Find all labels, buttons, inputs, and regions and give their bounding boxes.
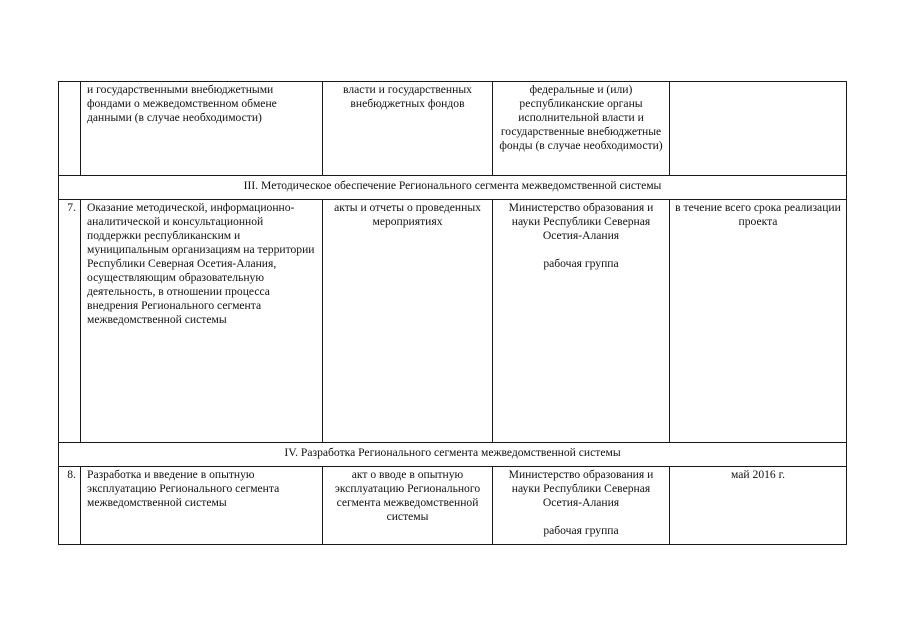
responsible-working-group: рабочая группа [543,524,619,537]
activity-cell: Разработка и введение в опытную эксплуатацию Регионального сегмента межведомственной системы [81,467,323,545]
document-cell: акты и отчеты о проведенных мероприятиях [323,200,493,443]
table-row-8 [59,467,847,545]
section-4-heading: IV. Разработка Регионального сегмента межведомственной системы [59,443,847,467]
table-row-7 [59,200,847,443]
section-3-heading: III. Методическое обеспечение Регионального сегмента межведомственной системы [59,176,847,200]
section-heading-row [59,443,847,467]
table-row-continuation [59,82,847,176]
section-heading-row [59,176,847,200]
deadline-cell: май 2016 г. [670,467,847,545]
row-number-cell: 7. [59,200,81,443]
responsible-working-group: рабочая группа [543,257,619,270]
activity-cell: и государственными внебюджетными фондами о межведомственном обмене данными (в случае необходимости) [81,82,323,176]
responsible-ministry: Министерство образования и науки Республики Северная Осетия-Алания [508,468,654,509]
deadline-cell [670,82,847,176]
responsible-ministry: Министерство образования и науки Республики Северная Осетия-Алания [508,201,654,242]
row-number-cell [59,82,81,176]
row-number-cell: 8. [59,467,81,545]
activity-cell: Оказание методической, информационно-аналитической и консультационной поддержки республиканским и муниципальным организациям на территории Республики Северная Осетия-Алания, осуществляющим образовательную деятельность, в отношении процесса внедрения Регионального сегмента межведомственной системы [81,200,323,443]
responsible-cell: федеральные и (или) республиканские органы исполнительной власти и государственные внебюджетные фонды (в случае необходимости) [493,82,670,176]
responsible-cell [493,200,670,443]
document-cell: власти и государственных внебюджетных фондов [323,82,493,176]
deadline-cell: в течение всего срока реализации проекта [670,200,847,443]
responsible-cell [493,467,670,545]
plan-table [58,81,847,545]
document-cell: акт о вводе в опытную эксплуатацию Регионального сегмента межведомственной системы [323,467,493,545]
